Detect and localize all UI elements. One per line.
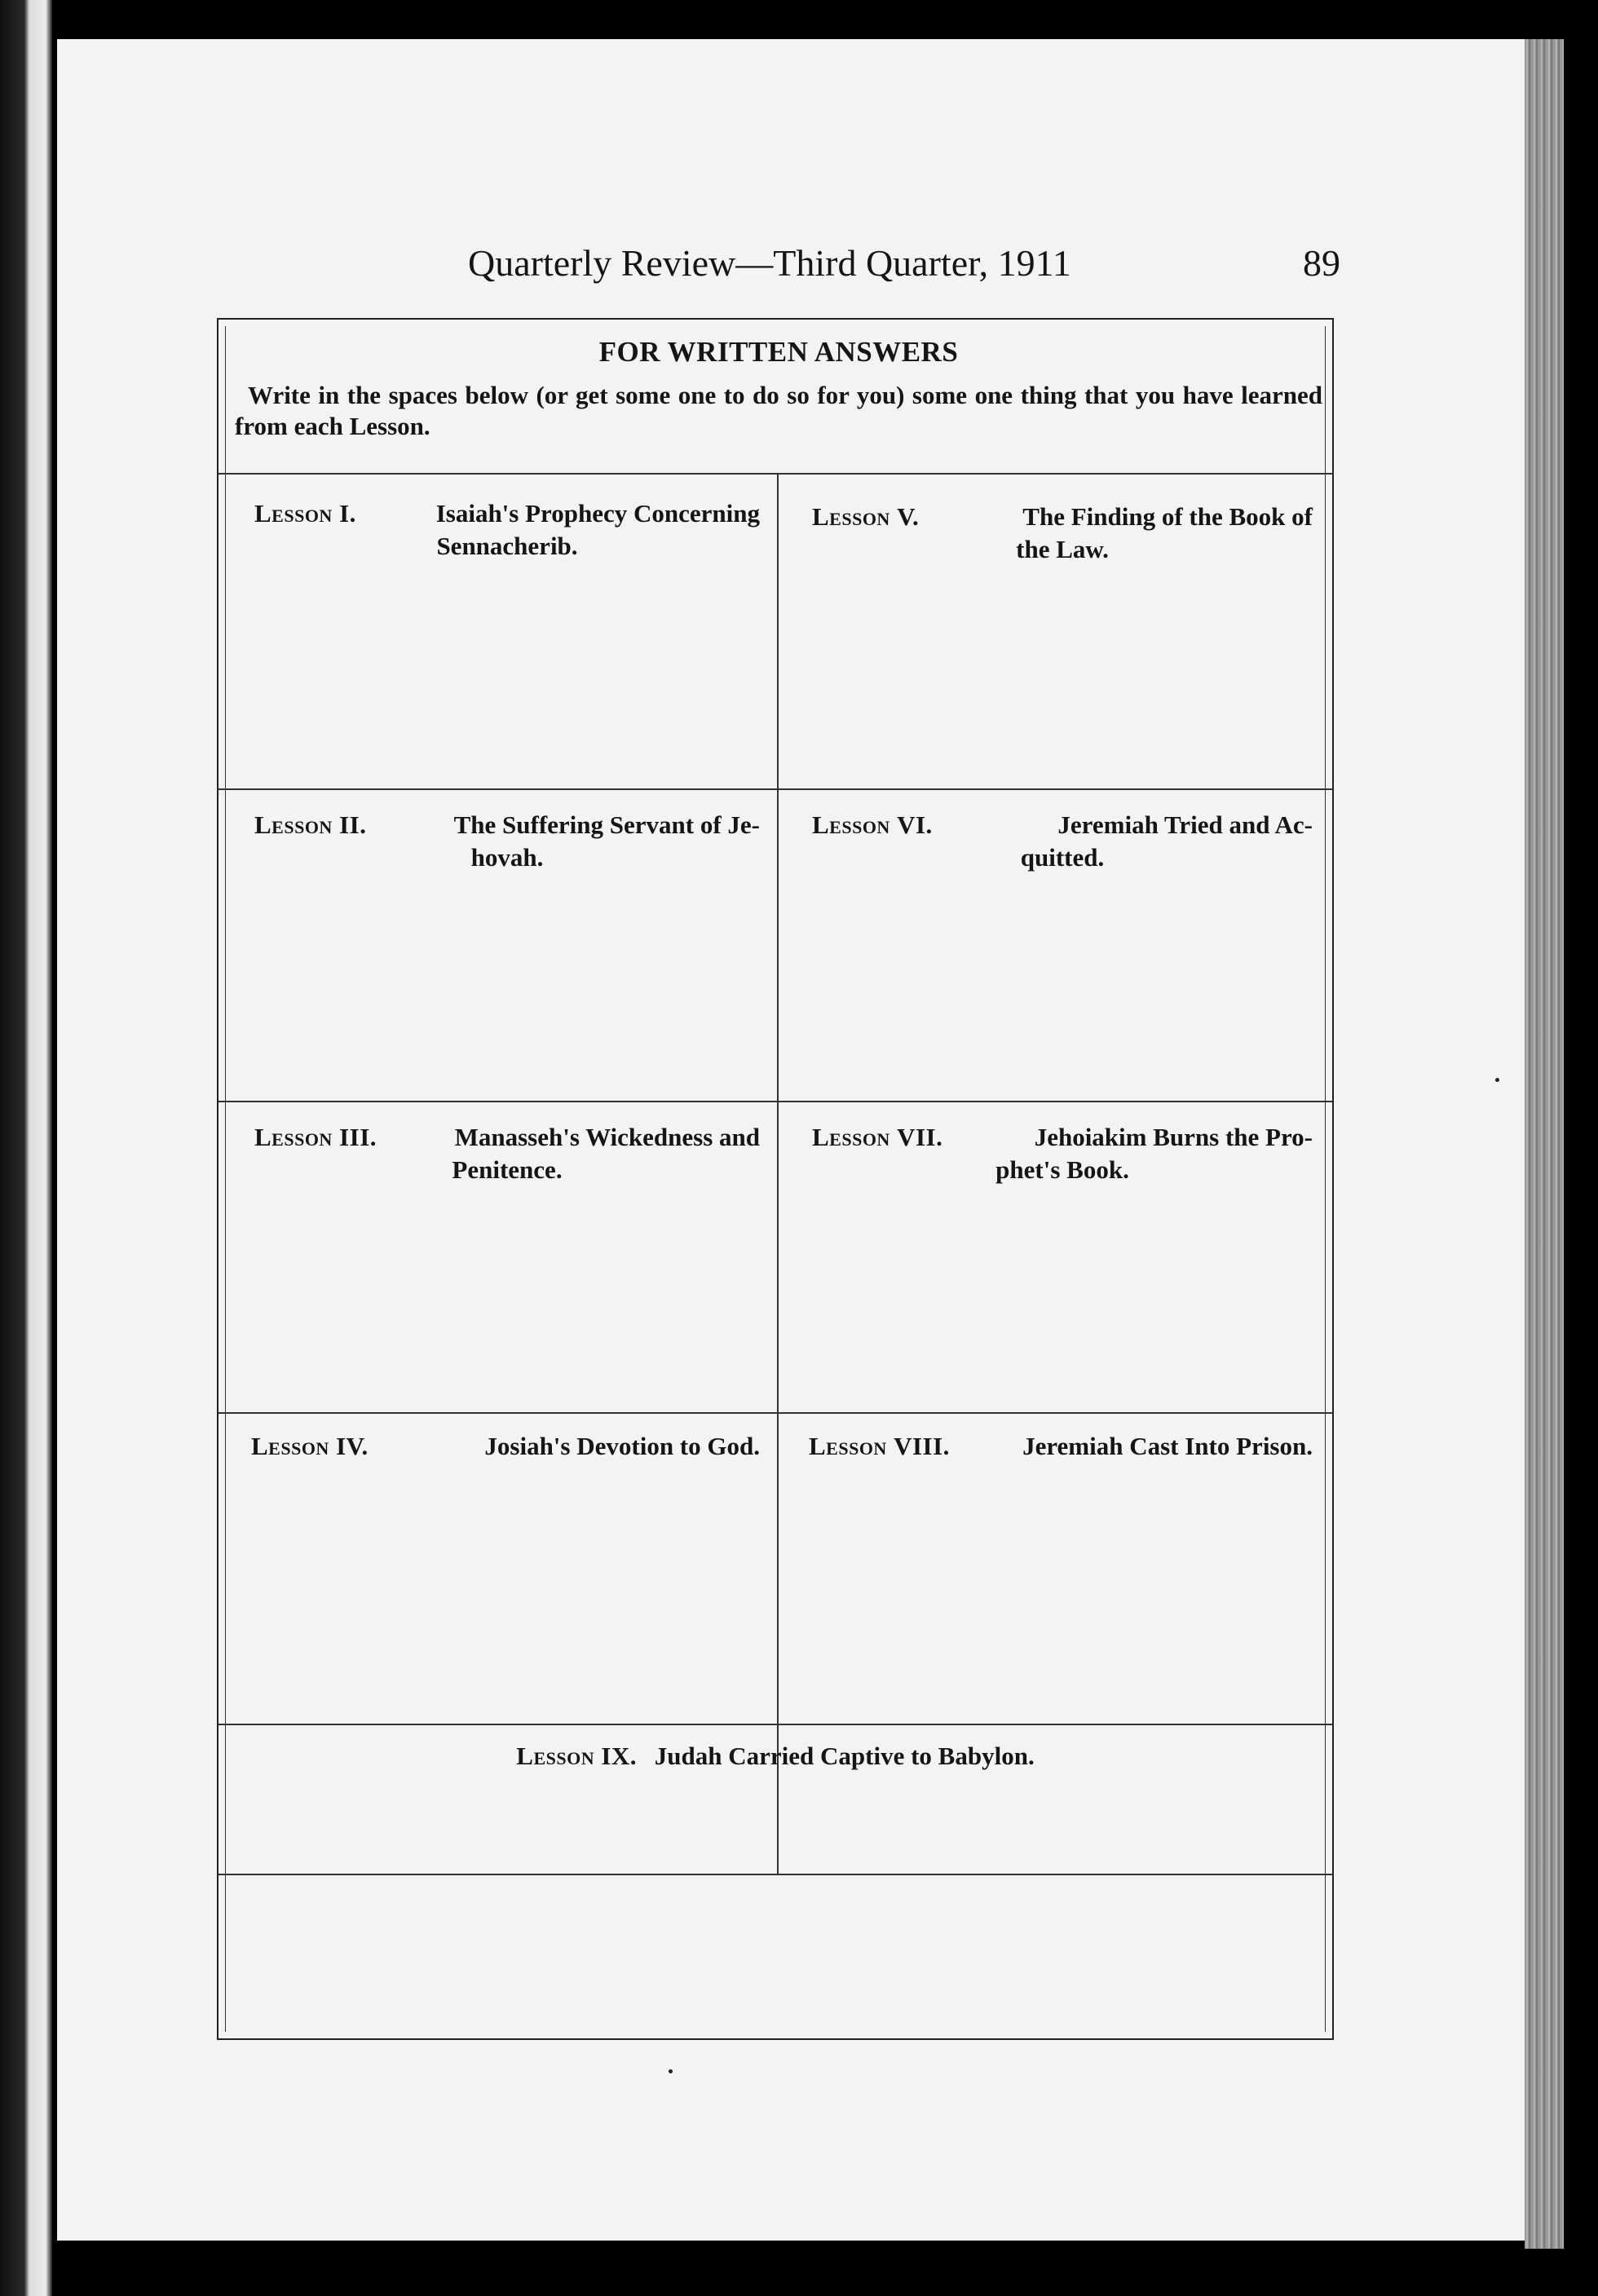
lesson-cell (812, 1121, 1313, 1186)
lesson-title-continued: Penitence. (452, 1155, 563, 1184)
lesson-title-continued: hovah. (470, 843, 544, 872)
lesson-label: Lesson V. (812, 502, 920, 531)
answers-box (217, 318, 1334, 2040)
lesson-cell (812, 809, 1313, 874)
lesson-title: Isaiah's Prophecy Concerning (435, 499, 760, 528)
lesson-title: Jehoiakim Burns the Pro- (1034, 1123, 1313, 1151)
lesson-title-continued: quitted. (1020, 843, 1105, 872)
lesson-cell (809, 1430, 1313, 1463)
lesson-label: Lesson I. (254, 499, 356, 528)
scan-speck (1495, 1078, 1499, 1082)
lesson-label: Lesson VII. (812, 1123, 943, 1151)
row-divider (219, 1874, 1332, 1875)
lesson-label: Lesson IV. (251, 1432, 369, 1460)
intro-section (235, 336, 1322, 462)
running-header (468, 241, 1340, 290)
section-heading: FOR WRITTEN ANSWERS (598, 336, 959, 368)
lesson-cell (219, 1740, 1332, 1773)
lesson-title: Josiah's Devotion to God. (484, 1432, 760, 1460)
column-divider (777, 473, 779, 1874)
lesson-label: Lesson II. (254, 810, 367, 839)
scan-speck (669, 2069, 673, 2073)
lesson-label: Lesson VI. (812, 810, 933, 839)
header-title: Quarterly Review—Third Quarter, 1911 (468, 242, 1071, 284)
lesson-label: Lesson VIII. (809, 1432, 950, 1460)
row-divider (219, 1724, 1332, 1725)
lesson-title: Jeremiah Tried and Ac- (1057, 810, 1313, 839)
lesson-title: The Suffering Servant of Je- (453, 810, 760, 839)
lesson-title: Jeremiah Cast Into Prison. (1022, 1432, 1313, 1460)
lesson-title-continued: the Law. (1016, 535, 1109, 563)
lesson-title-continued: phet's Book. (995, 1155, 1129, 1184)
row-divider (219, 788, 1332, 790)
instructions-text: Write in the spaces below (or get some one to do so for you) some one thing that you have learned from each Lesson. (235, 381, 1322, 440)
lesson-label: Lesson IX. (516, 1742, 638, 1770)
lesson-cell (254, 1121, 760, 1186)
scan-left-page-edge (0, 0, 52, 2296)
row-divider (219, 1412, 1332, 1414)
lesson-cell (812, 501, 1313, 566)
page-stack-edge (1525, 39, 1564, 2249)
lesson-title: Manasseh's Wickedness and (454, 1123, 760, 1151)
row-divider (219, 473, 1332, 475)
lesson-title-continued: Sennacherib. (436, 532, 578, 560)
lesson-label: Lesson III. (254, 1123, 377, 1151)
page-number: 89 (1303, 242, 1340, 284)
lesson-cell (254, 809, 760, 874)
row-divider (219, 1101, 1332, 1102)
lesson-cell (254, 497, 760, 563)
lesson-title: Judah Carried Captive to Babylon. (654, 1742, 1035, 1770)
lesson-cell (251, 1430, 760, 1463)
lesson-title: The Finding of the Book of (1022, 502, 1313, 531)
